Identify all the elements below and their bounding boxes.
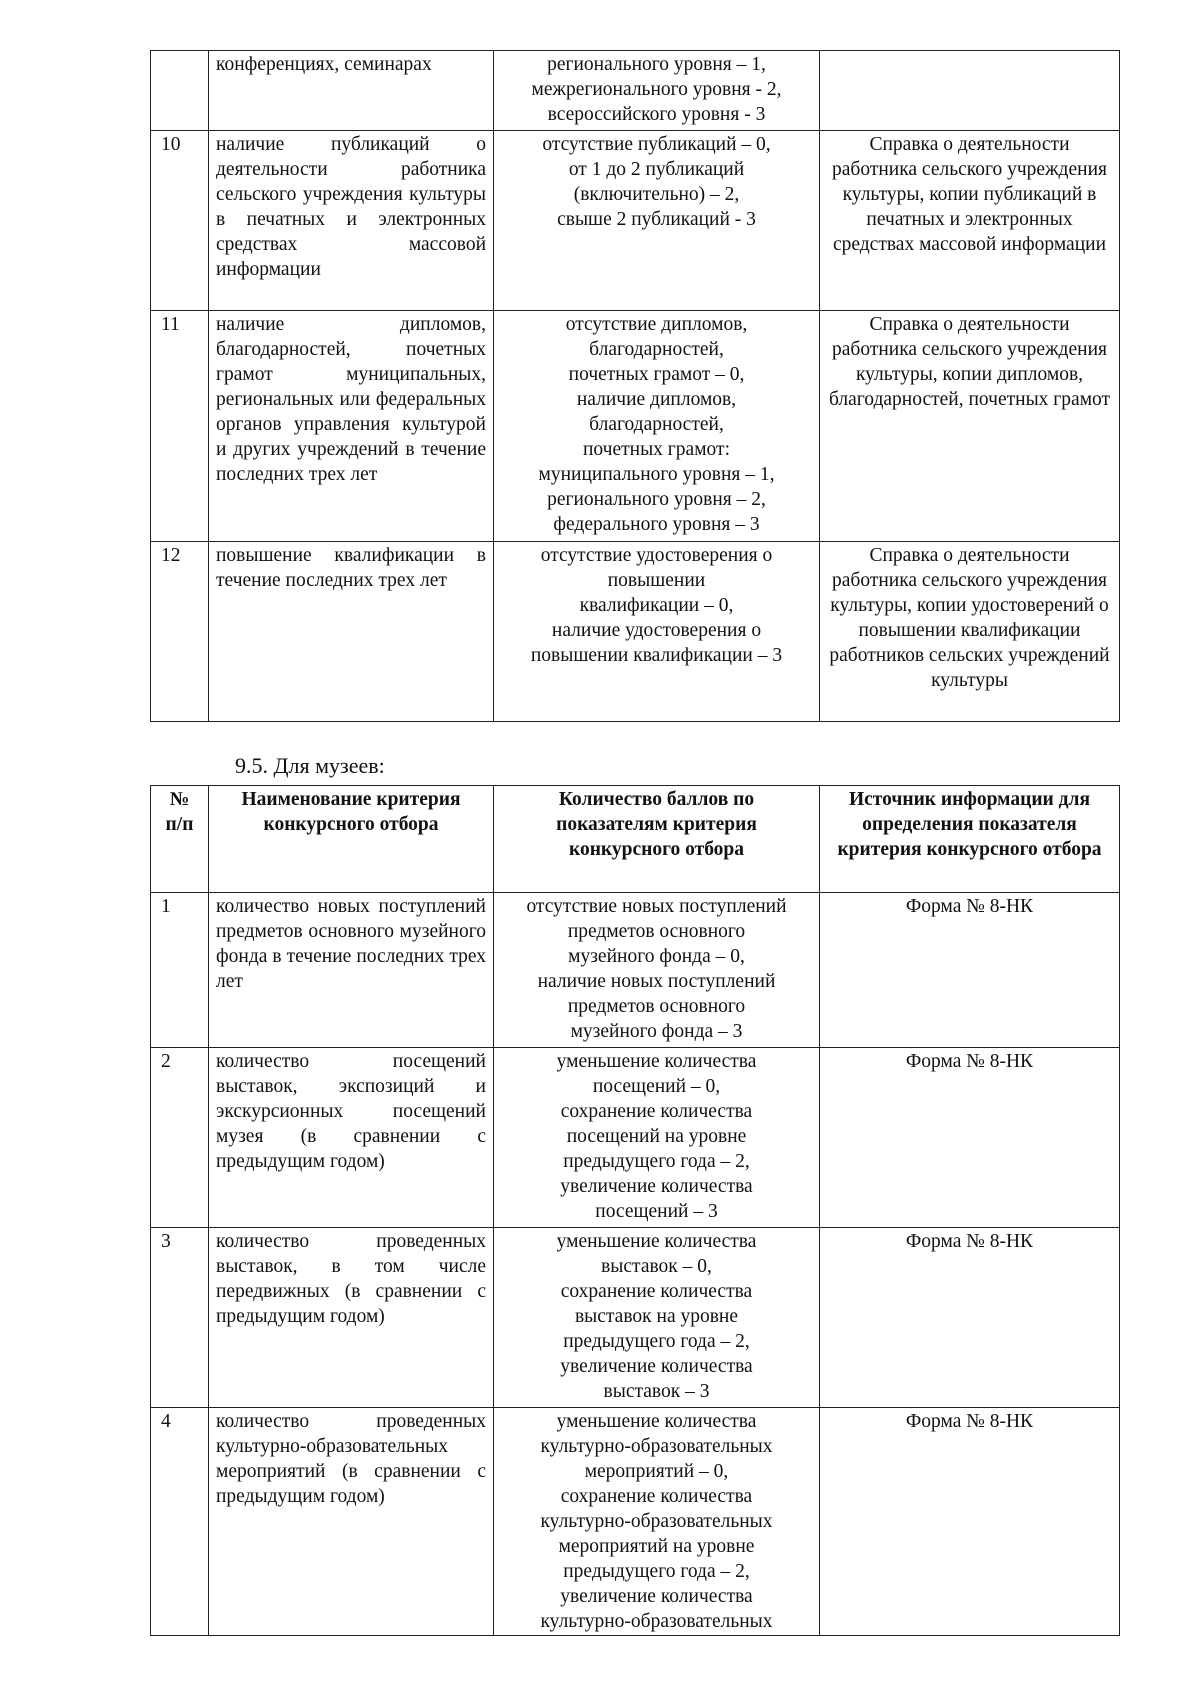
row-number: 11 [151,311,209,542]
criterion-name: количество посещений выставок, экспозиций и экскурсионных посещений музея (в сравнении с предыдущим годом) [209,1048,494,1228]
criterion-source: Справка о деятельности работника сельского учреждения культуры, копии публикаций в печатных и электронных средствах массовой информации [820,131,1120,311]
criterion-score: уменьшение количества посещений – 0, сохранение количества посещений на уровне предыдущего года – 2, увеличение количества посещений – 3 [494,1048,820,1228]
museum-criteria-table [150,785,1120,1636]
row-number: 1 [151,893,209,1048]
row-number: 2 [151,1048,209,1228]
table-row [151,1408,1120,1636]
criterion-name: наличие публикаций о деятельности работника сельского учреждения культуры в печатных и электронных средствах массовой информации [209,131,494,311]
header-name: Наименование критерия конкурсного отбора [209,786,494,893]
criterion-source: Форма № 8-НК [820,1408,1120,1636]
criterion-name: наличие дипломов, благодарностей, почетных грамот муниципальных, региональных или федеральных органов управления культурой и других учреждений в течение последних трех лет [209,311,494,542]
table-row [151,51,1120,131]
row-number: 4 [151,1408,209,1636]
criterion-score: уменьшение количества выставок – 0, сохранение количества выставок на уровне предыдущего года – 2, увеличение количества выставок – 3 [494,1228,820,1408]
table-row [151,542,1120,722]
row-number: 12 [151,542,209,722]
criterion-score: регионального уровня – 1, межрегионального уровня - 2, всероссийского уровня - 3 [494,51,820,131]
row-number [151,51,209,131]
criterion-name: конференциях, семинарах [209,51,494,131]
criterion-name: количество проведенных выставок, в том числе передвижных (в сравнении с предыдущим годом) [209,1228,494,1408]
criterion-name: количество проведенных культурно-образовательных мероприятий (в сравнении с предыдущим годом) [209,1408,494,1636]
criterion-score: отсутствие публикаций – 0, от 1 до 2 публикаций (включительно) – 2, свыше 2 публикаций - 3 [494,131,820,311]
criterion-name: повышение квалификации в течение последних трех лет [209,542,494,722]
criterion-score: уменьшение количества культурно-образовательных мероприятий – 0, сохранение количества культурно-образовательных мероприятий на уровне предыдущего года – 2, увеличение количества культурно-образовательных [494,1408,820,1636]
table-row [151,311,1120,542]
header-source: Источник информации для определения показателя критерия конкурсного отбора [820,786,1120,893]
row-number: 10 [151,131,209,311]
header-number: № п/п [151,786,209,893]
criterion-source: Форма № 8-НК [820,1048,1120,1228]
table-row [151,1048,1120,1228]
criteria-table-continued [150,50,1120,722]
criterion-source: Форма № 8-НК [820,893,1120,1048]
criterion-source [820,51,1120,131]
table-row [151,131,1120,311]
criterion-source: Справка о деятельности работника сельского учреждения культуры, копии дипломов, благодарностей, почетных грамот [820,311,1120,542]
criterion-name: количество новых поступлений предметов основного музейного фонда в течение последних трех лет [209,893,494,1048]
criterion-source: Справка о деятельности работника сельского учреждения культуры, копии удостоверений о повышении квалификации работников сельских учреждений культуры [820,542,1120,722]
table-header-row [151,786,1120,893]
row-number: 3 [151,1228,209,1408]
section-title: 9.5. Для музеев: [235,753,385,778]
criterion-score: отсутствие удостоверения о повышении квалификации – 0, наличие удостоверения о повышении квалификации – 3 [494,542,820,722]
criterion-source: Форма № 8-НК [820,1228,1120,1408]
criterion-score: отсутствие новых поступлений предметов основного музейного фонда – 0, наличие новых поступлений предметов основного музейного фонда – 3 [494,893,820,1048]
criterion-score: отсутствие дипломов, благодарностей, почетных грамот – 0, наличие дипломов, благодарностей, почетных грамот: муниципального уровня – 1, регионального уровня – 2, федерального уровня – 3 [494,311,820,542]
table-row [151,1228,1120,1408]
header-score: Количество баллов по показателям критерия конкурсного отбора [494,786,820,893]
table-row [151,893,1120,1048]
